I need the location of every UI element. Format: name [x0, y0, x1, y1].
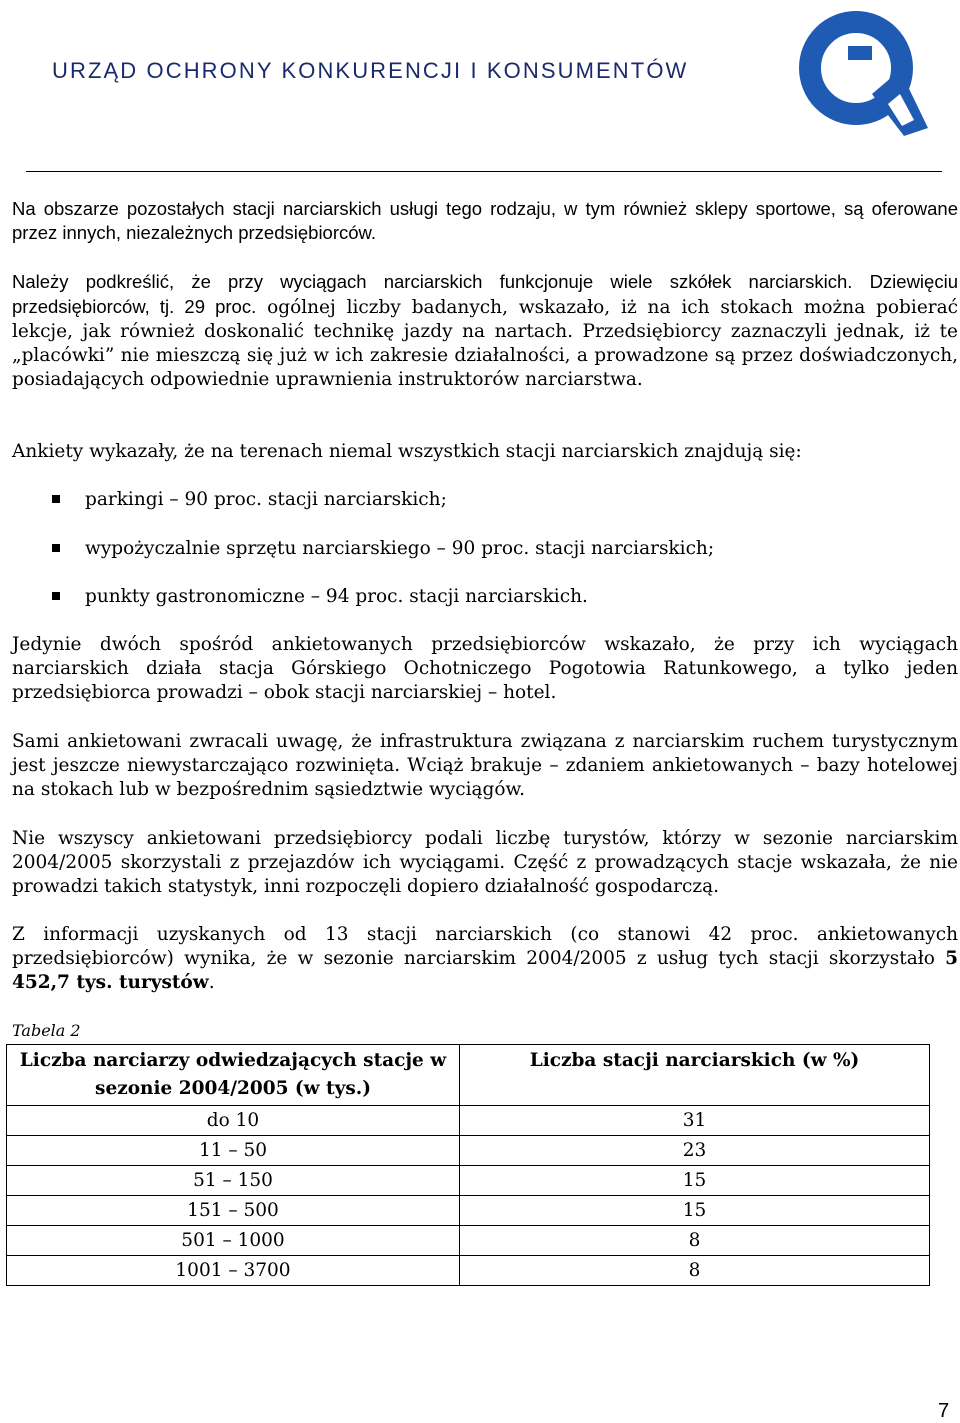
- cell-percent: 15: [460, 1196, 930, 1226]
- paragraph-4: Jedynie dwóch spośród ankietowanych przedsiębiorców wskazało, że przy ich wyciągach narciarskich działa stacja Górskiego Ochotniczego Pogotowia Ratunkowego, a tylko jeden przedsiębiorca prowadzi – obok stacji narciarskiej – hotel.: [12, 634, 958, 703]
- bullet-text: punkty gastronomiczne – 94 proc. stacji narciarskich.: [85, 586, 588, 607]
- cell-percent: 8: [460, 1256, 930, 1286]
- paragraph-2-lead: Należy podkreślić, że przy wyciągach narciarskich funkcjonuje wiele szkółek narciarskich. Dziewięciu przedsiębiorców, tj. 29 proc.: [12, 271, 958, 317]
- paragraph-5: Sami ankietowani zwracali uwagę, że infrastruktura związana z narciarskim ruchem turystycznym jest jeszcze niewystarczająco rozwinięta. Wciąż brakuje – zdaniem ankietowanych – bazy hotelowej na stokach lub w bezpośrednim sąsiedztwie wyciągów.: [12, 731, 958, 800]
- cell-percent: 23: [460, 1136, 930, 1166]
- table-header-row: [7, 1045, 930, 1106]
- paragraph-1: Na obszarze pozostałych stacji narciarskich usługi tego rodzaju, w tym również sklepy sportowe, są oferowane przez innych, niezależnych przedsiębiorców.: [12, 198, 958, 243]
- header-skiers-count: Liczba narciarzy odwiedzających stacje w sezonie 2004/2005 (w tys.): [7, 1045, 460, 1106]
- square-bullet-icon: [52, 544, 60, 552]
- table-row: [7, 1136, 930, 1166]
- paragraph-3: Ankiety wykazały, że na terenach niemal wszystkich stacji narciarskich znajdują się:: [12, 441, 802, 462]
- cell-range: 51 – 150: [7, 1166, 460, 1196]
- header-stations-percent: Liczba stacji narciarskich (w %): [460, 1045, 930, 1106]
- cell-percent: 31: [460, 1106, 930, 1136]
- page-number: 7: [938, 1400, 950, 1422]
- cell-range: 151 – 500: [7, 1196, 460, 1226]
- table-row: [7, 1106, 930, 1136]
- skiers-table: [6, 1044, 930, 1286]
- paragraph-2-rest: ogólnej liczby badanych, wskazało, iż na ich stokach można pobierać lekcje, jak również doskonalić technikę jazdy na nartach. Przedsiębiorcy zaznaczyli jednak, iż te „placówki” nie mieszczą się już w ich zakresie działalności, a prowadzone są przez doświadczonych, posiadających odpowiednie uprawnienia instruktorów narciarstwa.: [12, 297, 959, 390]
- paragraph-6: Nie wszyscy ankietowani przedsiębiorcy podali liczbę turystów, którzy w sezonie narciarskim 2004/2005 skorzystali z przejazdów ich wyciągami. Część z prowadzących stacje wskazała, że nie prowadzi takich statystyk, inni rozpoczęli dopiero działalność gospodarczą.: [12, 828, 958, 897]
- uokik-logo-icon: [788, 8, 946, 138]
- table-row: [7, 1226, 930, 1256]
- tourist-total: 5 452,7 tys. turystów: [12, 948, 958, 993]
- table-row: [7, 1196, 930, 1226]
- table-caption: Tabela 2: [12, 1021, 81, 1040]
- paragraph-7-lead: Z informacji uzyskanych od 13 stacji narciarskich (co stanowi 42 proc. ankietowanych przedsiębiorców) wynika, że w sezonie narciarskim 2004/2005 z usług tych stacji skorzystało: [12, 924, 958, 969]
- square-bullet-icon: [52, 592, 60, 600]
- header-title: URZĄD OCHRONY KONKURENCJI I KONSUMENTÓW: [52, 58, 689, 83]
- paragraph-2: [12, 270, 958, 392]
- cell-range: 1001 – 3700: [7, 1256, 460, 1286]
- cell-range: 11 – 50: [7, 1136, 460, 1166]
- bullet-text: wypożyczalnie sprzętu narciarskiego – 90 proc. stacji narciarskich;: [85, 538, 715, 559]
- cell-range: do 10: [7, 1106, 460, 1136]
- table-row: [7, 1256, 930, 1286]
- paragraph-7: [12, 923, 958, 995]
- cell-percent: 15: [460, 1166, 930, 1196]
- header-rule: [26, 171, 942, 172]
- cell-percent: 8: [460, 1226, 930, 1256]
- cell-range: 501 – 1000: [7, 1226, 460, 1256]
- bullet-text: parkingi – 90 proc. stacji narciarskich;: [85, 489, 447, 510]
- table-row: [7, 1166, 930, 1196]
- paragraph-7-end: .: [208, 972, 215, 993]
- square-bullet-icon: [52, 495, 60, 503]
